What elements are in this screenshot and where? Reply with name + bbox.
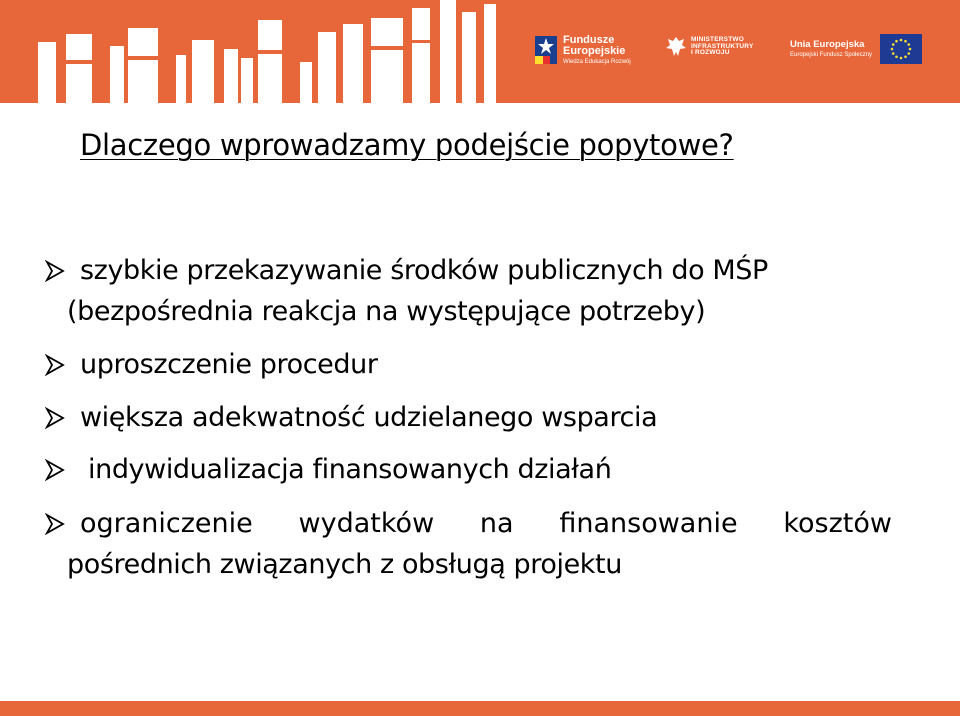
bullet-item-5 xyxy=(80,508,892,540)
bullet-item-5-continuation: pośrednich związanych z obsługą projektu xyxy=(67,549,622,580)
fundusze-star-icon xyxy=(533,34,559,66)
bullet-item-3: większa adekwatność udzielanego wsparcia xyxy=(80,402,658,433)
ministry-line3: I ROZWOJU xyxy=(691,49,730,57)
fundusze-europejskie-logo xyxy=(533,34,631,66)
bullet-5-word: finansowanie xyxy=(559,508,738,539)
bullet-5-word: ograniczenie xyxy=(80,508,253,539)
footer-band xyxy=(0,701,960,716)
bullet-item-1: szybkie przekazywanie środków publicznych do MŚP xyxy=(80,255,768,286)
bullet-5-word: na xyxy=(479,508,514,539)
fe-logo-line1: Fundusze xyxy=(563,33,615,46)
bullet-item-1-continuation: (bezpośrednia reakcja na występujące potrzeby) xyxy=(67,296,706,327)
eu-flag-icon xyxy=(880,34,922,64)
slide-title: Dlaczego wprowadzamy podejście popytowe? xyxy=(80,128,734,162)
arrow-bullet-icon xyxy=(44,513,66,535)
eu-logo-line2: Europejski Fundusz Społeczny xyxy=(790,51,873,58)
eu-logo-line1: Unia Europejska xyxy=(790,38,865,50)
polish-eagle-icon xyxy=(665,34,687,60)
ministry-line2: INFRASTRUKTURY xyxy=(691,42,754,50)
arrow-bullet-icon xyxy=(44,459,66,481)
fe-logo-line3: Wiedza Edukacja Rozwój xyxy=(563,58,631,65)
bullet-5-word: kosztów xyxy=(783,508,892,539)
bullet-5-word: wydatków xyxy=(298,508,435,539)
eu-logo xyxy=(790,34,922,64)
bullet-item-4: indywidualizacja finansowanych działań xyxy=(88,454,612,485)
decorative-blocks xyxy=(0,0,520,103)
fe-logo-line2: Europejskie xyxy=(563,45,626,58)
arrow-bullet-icon xyxy=(44,407,66,429)
header-banner xyxy=(0,0,960,103)
ministry-line1: MINISTERSTWO xyxy=(691,35,744,43)
arrow-bullet-icon xyxy=(44,260,66,282)
arrow-bullet-icon xyxy=(44,354,66,376)
ministry-logo xyxy=(665,34,754,60)
bullet-item-2: uproszczenie procedur xyxy=(80,349,378,380)
